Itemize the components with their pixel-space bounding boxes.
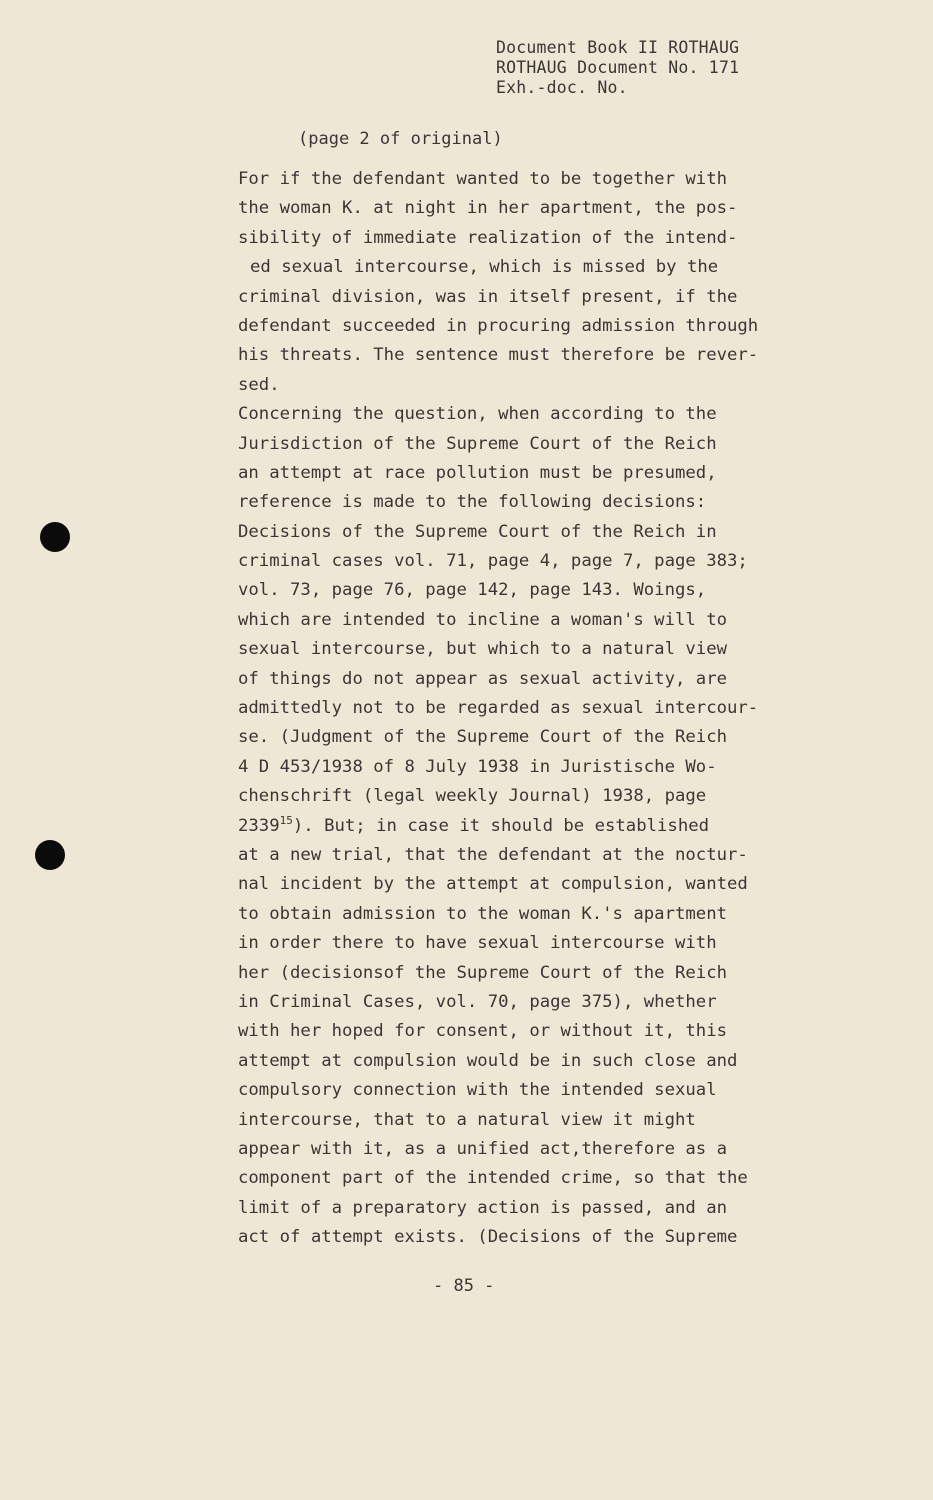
- body-line: defendant succeeded in procuring admission through: [238, 315, 759, 336]
- page-subtitle: (page 2 of original): [298, 129, 503, 149]
- header-line-book: Document Book II ROTHAUG: [496, 38, 740, 57]
- footnote-line-continuation: ). But; in case it should be established: [292, 815, 710, 836]
- body-line: her (decisionsof the Supreme Court of the Reich: [238, 962, 727, 983]
- body-line: reference is made to the following decisions:: [238, 492, 707, 513]
- body-line: sexual intercourse, but which to a natural view: [238, 639, 727, 660]
- body-line: which are intended to incline a woman's will to: [238, 609, 727, 630]
- body-line: ed sexual intercourse, which is missed by the: [250, 257, 719, 278]
- body-line: 4 D 453/1938 of 8 July 1938 in Juristische Wo-: [238, 756, 717, 777]
- body-line: at a new trial, that the defendant at the noctur-: [238, 844, 748, 865]
- body-line: Decisions of the Supreme Court of the Reich in: [238, 521, 717, 542]
- body-line: intercourse, that to a natural view it might: [238, 1109, 696, 1130]
- punch-hole: [35, 840, 65, 870]
- body-line: criminal division, was in itself present, if the: [238, 286, 738, 307]
- body-line: sed.: [238, 374, 280, 395]
- body-line: with her hoped for consent, or without it, this: [238, 1021, 727, 1042]
- footnote-marker: 15: [279, 813, 293, 827]
- punch-hole: [40, 522, 70, 552]
- document-header: [496, 38, 739, 98]
- body-line-footnote: [238, 812, 858, 841]
- body-line: to obtain admission to the woman K.'s apartment: [238, 903, 727, 924]
- body-line: For if the defendant wanted to be together with: [238, 169, 727, 189]
- body-line: in Criminal Cases, vol. 70, page 375), whether: [238, 991, 717, 1012]
- body-line: chenschrift (legal weekly Journal) 1938, page: [238, 786, 707, 807]
- body-line: Concerning the question, when according to the: [238, 404, 717, 425]
- body-line: act of attempt exists. (Decisions of the Supreme: [238, 1227, 738, 1248]
- body-line: se. (Judgment of the Supreme Court of the Reich: [238, 727, 727, 748]
- page-number: - 85 -: [433, 1276, 495, 1296]
- body-line: limit of a preparatory action is passed, and an: [238, 1197, 727, 1218]
- body-line: Jurisdiction of the Supreme Court of the Reich: [238, 433, 717, 454]
- header-line-document-no: ROTHAUG Document No. 171: [496, 58, 740, 77]
- body-line: his threats. The sentence must therefore be rever-: [238, 345, 759, 366]
- body-line: criminal cases vol. 71, page 4, page 7, page 383;: [238, 551, 748, 572]
- body-line: an attempt at race pollution must be presumed,: [238, 462, 717, 483]
- footnote-citation-page: 2339: [238, 815, 280, 836]
- body-line: admittedly not to be regarded as sexual intercour-: [238, 698, 759, 719]
- document-body: [238, 165, 858, 1252]
- body-line: appear with it, as a unified act,therefore as a: [238, 1138, 727, 1159]
- body-line: vol. 73, page 76, page 142, page 143. Woings,: [238, 580, 707, 601]
- body-line: nal incident by the attempt at compulsion, wanted: [238, 874, 748, 895]
- body-line: compulsory connection with the intended sexual: [238, 1080, 717, 1101]
- body-line: in order there to have sexual intercourse with: [238, 933, 717, 954]
- header-line-exhibit: Exh.-doc. No.: [496, 78, 628, 97]
- body-line: of things do not appear as sexual activity, are: [238, 668, 727, 689]
- body-line: component part of the intended crime, so that the: [238, 1168, 748, 1189]
- body-line: attempt at compulsion would be in such close and: [238, 1050, 738, 1071]
- body-line: sibility of immediate realization of the intend-: [238, 227, 738, 248]
- body-line: the woman K. at night in her apartment, the pos-: [238, 198, 738, 219]
